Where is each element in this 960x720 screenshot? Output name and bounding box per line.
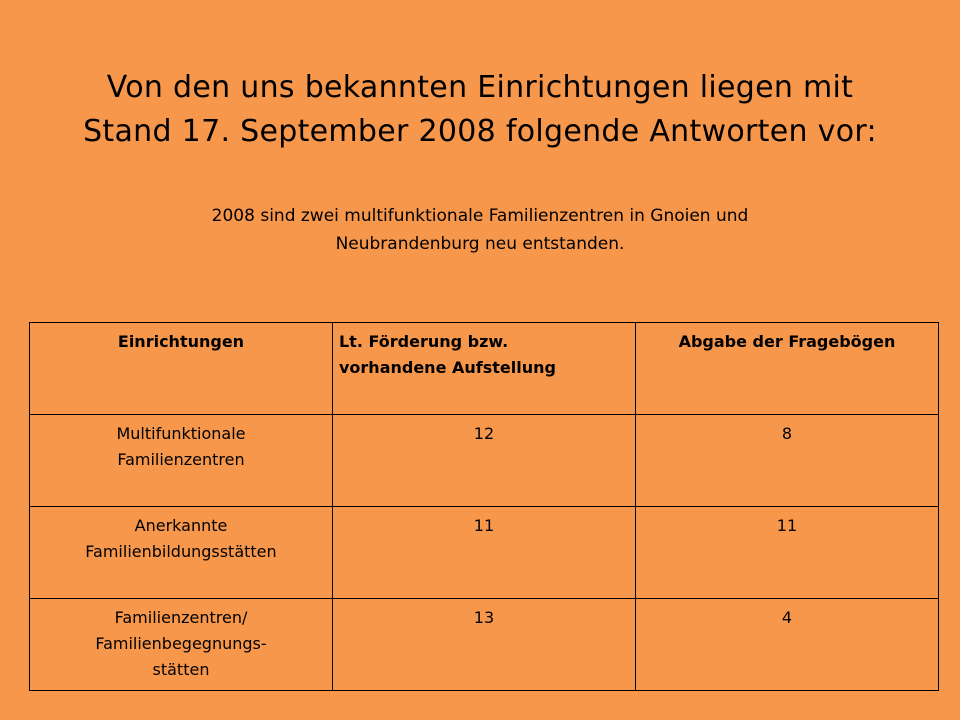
row-1-foerderung: 12 bbox=[332, 415, 635, 507]
row-1-abgabe: 8 bbox=[635, 415, 938, 507]
row-3-abgabe: 4 bbox=[635, 599, 938, 691]
row-3-name-line-2: Familienbegegnungs- bbox=[95, 634, 267, 653]
row-1-name-line-1: Multifunktionale bbox=[116, 424, 246, 443]
row-1-name-line-2: Familienzentren bbox=[117, 450, 245, 469]
table-row bbox=[30, 507, 939, 599]
header-abgabe: Abgabe der Fragebögen bbox=[635, 323, 938, 415]
slide-title-line-1: Von den uns bekannten Einrichtungen liegen mit bbox=[106, 70, 854, 105]
slide-subtitle-line-1: 2008 sind zwei multifunktionale Familienzentren in Gnoien und bbox=[211, 206, 749, 226]
table-row bbox=[30, 599, 939, 691]
row-3-name-line-3: stätten bbox=[152, 660, 210, 679]
row-2-foerderung: 11 bbox=[332, 507, 635, 599]
row-2-name-line-1: Anerkannte bbox=[134, 516, 228, 535]
row-2-name-line-2: Familienbildungsstätten bbox=[85, 542, 277, 561]
slide-title bbox=[0, 66, 960, 154]
table-header-row bbox=[30, 323, 939, 415]
row-3-name-line-1: Familienzentren/ bbox=[114, 608, 248, 627]
slide-subtitle-line-2: Neubrandenburg neu entstanden. bbox=[335, 234, 625, 254]
header-foerderung bbox=[332, 323, 635, 415]
slide-title-line-2: Stand 17. September 2008 folgende Antworten vor: bbox=[83, 114, 877, 149]
row-3-name bbox=[30, 599, 333, 691]
row-2-name bbox=[30, 507, 333, 599]
row-3-foerderung: 13 bbox=[332, 599, 635, 691]
table-row bbox=[30, 415, 939, 507]
header-foerderung-line-1: Lt. Förderung bzw. bbox=[338, 332, 509, 351]
facilities-table bbox=[29, 322, 939, 691]
row-2-abgabe: 11 bbox=[635, 507, 938, 599]
slide-subtitle bbox=[0, 202, 960, 258]
header-einrichtungen: Einrichtungen bbox=[30, 323, 333, 415]
header-foerderung-line-2: vorhandene Aufstellung bbox=[338, 358, 556, 377]
row-1-name bbox=[30, 415, 333, 507]
